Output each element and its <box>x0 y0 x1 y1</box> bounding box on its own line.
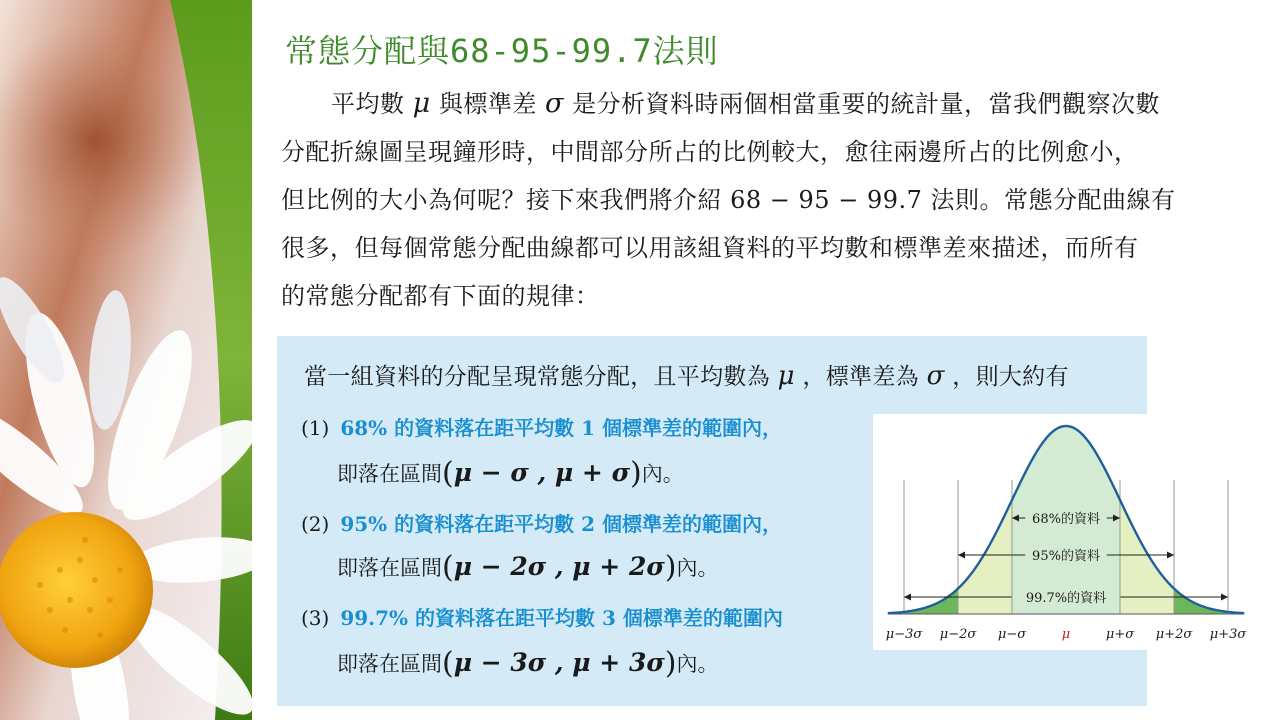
mu-symbol: μ <box>412 88 431 119</box>
interval-suffix: 內。 <box>676 556 719 580</box>
box-intro-text: ，則大約有 <box>952 364 1069 390</box>
interval-2 <box>337 550 719 585</box>
x-tick-label: μ <box>1061 627 1071 642</box>
rule-number: (1) <box>301 416 330 440</box>
chart-svg <box>873 414 1257 650</box>
x-tick-label: μ+3σ <box>1209 627 1247 642</box>
interval-prefix: 即落在區間 <box>337 462 442 486</box>
interval-1 <box>337 456 684 491</box>
sigma-symbol: σ <box>544 88 564 119</box>
x-tick-label: μ−2σ <box>939 627 977 642</box>
mu-symbol: μ <box>777 361 795 391</box>
rule-3 <box>301 602 783 631</box>
intro-paragraph <box>281 80 1221 320</box>
slide-title: 常態分配與68-95-99.7法則 <box>285 32 719 70</box>
intro-text: 是分析資料時兩個相當重要的統計量，當我們觀察次數 <box>572 90 1161 118</box>
interval-prefix: 即落在區間 <box>337 652 442 676</box>
open-paren: ( <box>442 646 454 681</box>
arrowhead-left <box>904 594 911 601</box>
open-paren: ( <box>442 550 454 585</box>
close-paren: ) <box>664 646 677 681</box>
band-label: 99.7%的資料 <box>1025 591 1107 606</box>
box-intro-text: 當一組資料的分配呈現常態分配，且平均數為 <box>304 364 770 390</box>
rule-text: 99.7% 的資料落在距平均數 3 個標準差的範圍內 <box>340 606 783 630</box>
interval-suffix: 內。 <box>676 652 719 676</box>
intro-text: 平均數 <box>331 90 405 118</box>
intro-line-4: 很多，但每個常態分配曲線都可以用該組資料的平均數和標準差來描述，而所有 <box>281 234 1139 262</box>
sigma-symbol: σ <box>926 361 945 391</box>
x-tick-label: μ−σ <box>997 627 1027 642</box>
interval-expression: μ − 2σ , μ + 2σ <box>453 552 665 581</box>
x-tick-label: μ+σ <box>1105 627 1135 642</box>
box-intro <box>304 358 1069 391</box>
rule-number: (3) <box>301 606 330 630</box>
band-label: 68%的資料 <box>1032 512 1100 527</box>
x-tick-label: μ−3σ <box>885 627 923 642</box>
close-paren: ) <box>630 456 642 491</box>
normal-distribution-chart <box>873 414 1257 650</box>
interval-expression: μ − σ , μ + σ <box>453 458 631 487</box>
decorative-daisy-panel <box>0 0 252 720</box>
band-label: 95%的資料 <box>1032 549 1100 564</box>
arrowhead-right <box>1167 552 1174 559</box>
box-intro-text: ，標準差為 <box>802 364 919 390</box>
daisy-illustration <box>0 0 252 720</box>
arrowhead-left <box>958 552 965 559</box>
x-tick-label: μ+2σ <box>1155 627 1193 642</box>
rule-1 <box>301 412 782 441</box>
intro-line-2: 分配折線圖呈現鐘形時，中間部分所占的比例較大，愈往兩邊所占的比例愈小， <box>281 138 1139 166</box>
rule-number: (2) <box>301 512 330 536</box>
interval-expression: μ − 3σ , μ + 3σ <box>453 648 665 677</box>
intro-line-3: 但比例的大小為何呢？接下來我們將介紹 68 − 95 − 99.7 法則。常態分配曲線有 <box>281 186 1176 214</box>
interval-prefix: 即落在區間 <box>337 556 442 580</box>
rule-2 <box>301 508 782 537</box>
close-paren: ) <box>664 550 677 585</box>
rule-text: 95% 的資料落在距平均數 2 個標準差的範圍內， <box>340 512 782 536</box>
interval-suffix: 內。 <box>641 462 684 486</box>
rule-text: 68% 的資料落在距平均數 1 個標準差的範圍內， <box>340 416 782 440</box>
intro-line-1 <box>281 80 1221 128</box>
arrowhead-right <box>1221 594 1228 601</box>
intro-line-5: 的常態分配都有下面的規律： <box>281 282 600 310</box>
interval-3 <box>337 646 719 681</box>
intro-text: 與標準差 <box>438 90 537 118</box>
open-paren: ( <box>442 456 454 491</box>
